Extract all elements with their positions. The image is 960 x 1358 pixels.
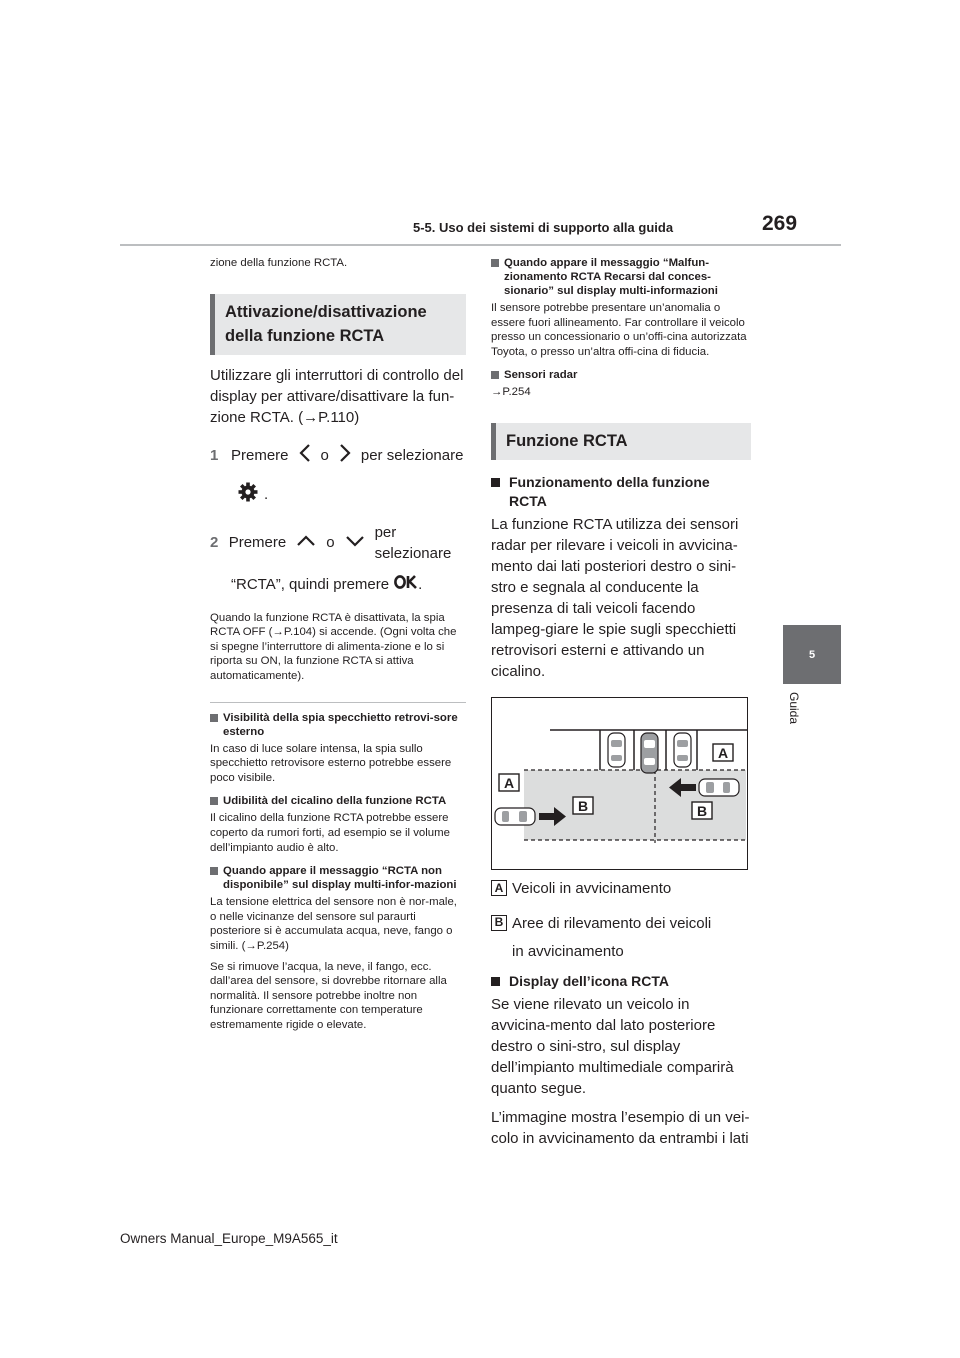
bullet-square-icon <box>491 478 500 487</box>
car-icon <box>641 733 658 773</box>
step-2-cont <box>210 574 466 595</box>
legend-b-text: Aree di rilevamento dei veicoli in avvicinamento <box>512 914 712 960</box>
section-heading-activation: Attivazione/disattivazione della funzione RCTA <box>210 294 466 355</box>
icon-display-body-2: L’immagine mostra l’esempio di un vei-colo in avvicinamento da entrambi i lati <box>491 1108 750 1147</box>
subhead-icon-display-text: Display dell’icona RCTA <box>509 972 669 989</box>
step-2-number: 2 <box>210 534 219 552</box>
running-header: 5-5. Uso dei sistemi di supporto alla guida <box>413 220 674 235</box>
svg-text:B: B <box>577 797 589 814</box>
label-a-left <box>499 774 519 791</box>
chevron-down-icon <box>345 532 365 553</box>
step-1-text-a: Premere <box>231 447 289 465</box>
operation-body: La funzione RCTA utilizza dei sensori radar per rilevare i veicoli in avvicina-mento dai lati posteriori destro o sini-stro e segnala al conducente la presenza di tali veicoli facendo lampeg-giare le spie sugli specchietti retrovisori esterni e attivando un cicalino. <box>491 515 739 680</box>
chapter-label: Guida <box>787 692 801 725</box>
label-b-right <box>692 802 712 819</box>
chevron-up-icon <box>296 532 316 553</box>
step-1-or: o <box>320 447 329 465</box>
car-icon <box>495 808 535 825</box>
subhead-visibility <box>210 711 466 739</box>
subhead-audibility-text: Udibilità del cicalino della funzione RCTA <box>223 795 447 808</box>
car-icon <box>674 733 691 767</box>
subhead-visibility-text: Visibilità della spia specchietto retrovi-sore esterno <box>223 711 458 738</box>
legend-a-text: Veicoli in avvicinamento <box>512 879 672 897</box>
gear-icon <box>238 482 258 508</box>
page-number: 269 <box>762 212 798 235</box>
right-column <box>491 256 751 1149</box>
chevron-left-icon <box>299 443 311 469</box>
step-2-or: o <box>326 534 335 552</box>
step-2-end: . <box>418 575 423 593</box>
chapter-tab: 5 <box>783 625 841 684</box>
rcta-diagram <box>491 697 748 870</box>
label-a-right <box>713 744 733 761</box>
legend-a-key: A <box>491 880 507 896</box>
subhead-audibility <box>210 794 466 808</box>
step-2-text-b: per selezionare <box>374 523 452 562</box>
left-column <box>210 256 466 1032</box>
car-icon <box>699 779 739 796</box>
bullet-square-icon <box>210 797 218 805</box>
subhead-malfunction <box>491 256 751 298</box>
intro-text: zione della funzione RCTA. <box>210 257 348 269</box>
step-1-cont <box>210 482 466 508</box>
ok-icon <box>394 574 418 595</box>
svg-text:A: A <box>717 744 729 761</box>
parking-scene <box>492 698 747 869</box>
radar-ref: →P.254 <box>491 386 531 399</box>
section-heading-rcta-function: Funzione RCTA <box>491 423 751 460</box>
visibility-body: In caso di luce solare intensa, la spia sullo specchietto retrovisore esterno potrebbe essere poco visibile. <box>210 742 452 784</box>
header-rule <box>120 244 841 246</box>
svg-text:A: A <box>503 774 515 791</box>
audibility-body: Il cicalino della funzione RCTA potrebbe essere coperto da rumori forti, ad esempio se il volume dell’impianto audio è alto. <box>210 812 450 854</box>
step-2 <box>210 522 466 564</box>
legend-a <box>491 878 751 899</box>
step-2-text-a: Premere <box>228 534 287 552</box>
rcta-off-note: Quando la funzione RCTA è disattivata, la spia RCTA OFF (→P.104) si accende. (Ogni volta che si spegne l’interruttore di alimenta-zione e lo si riporta su ON, la funzione RCTA si attiva automaticamente). <box>210 611 457 682</box>
chevron-right-icon <box>339 443 351 469</box>
not-available-body-1: La tensione elettrica del sensore non è nor-male, o nelle vicinanze del sensore sul paraurti posteriore si è accumulata acqua, neve, fango o simili. (→P.254) <box>210 896 457 952</box>
label-b-left <box>573 797 593 814</box>
subhead-radar-text: Sensori radar <box>504 369 578 382</box>
step-1-number: 1 <box>210 447 219 465</box>
subhead-not-available-text: Quando appare il messaggio “RCTA non disponibile” sul display multi-infor-mazioni <box>223 865 457 892</box>
step-1-text-b: per selezionare <box>360 447 464 465</box>
subhead-operation-text: Funzionamento della funzione RCTA <box>509 473 710 509</box>
bullet-square-icon <box>491 977 500 986</box>
car-icon <box>608 733 625 767</box>
footer-doc-id: Owners Manual_Europe_M9A565_it <box>120 1231 338 1246</box>
step-2-text-c: “RCTA”, quindi premere <box>231 575 390 593</box>
divider <box>210 702 466 703</box>
subhead-icon-display <box>491 972 751 991</box>
subhead-radar <box>491 368 751 382</box>
bullet-square-icon <box>210 867 218 875</box>
icon-display-body-1: Se viene rilevato un veicolo in avvicina-mento dal lato posteriore destro o sini-stro, sul display dell’impianto multimediale comparirà quanto segue. <box>491 995 734 1097</box>
step-1-end: . <box>264 486 269 504</box>
legend-b <box>491 913 751 966</box>
malfunction-body: Il sensore potrebbe presentare un’anomalia o essere fuori allineamento. Far controllare il veicolo presso un concessionario o un’offi-cina autorizzata Toyota, o presso un’altra offi-cina di fiducia. <box>491 302 747 358</box>
subhead-malfunction-text: Quando appare il messaggio “Malfun-zionamento RCTA Recarsi dal conces-sionario” sul display multi-informazioni <box>504 257 718 297</box>
subhead-operation <box>491 473 751 511</box>
bullet-square-icon <box>210 714 218 722</box>
bullet-square-icon <box>491 259 499 267</box>
subhead-not-available <box>210 864 466 892</box>
bullet-square-icon <box>491 371 499 379</box>
not-available-body-2: Se si rimuove l’acqua, la neve, il fango, ecc. dall’area del sensore, si dovrebbe ritornare alla normalità. Il sensore potrebbe inoltre non funzionare correttamente con temperature estremamente rigide o elevate. <box>210 960 447 1031</box>
svg-text:B: B <box>696 802 708 819</box>
legend-b-key: B <box>491 915 507 931</box>
activation-body: Utilizzare gli interruttori di controllo del display per attivare/disattivare la fun-zione RCTA. (→P.110) <box>210 366 464 426</box>
step-1 <box>210 443 466 469</box>
